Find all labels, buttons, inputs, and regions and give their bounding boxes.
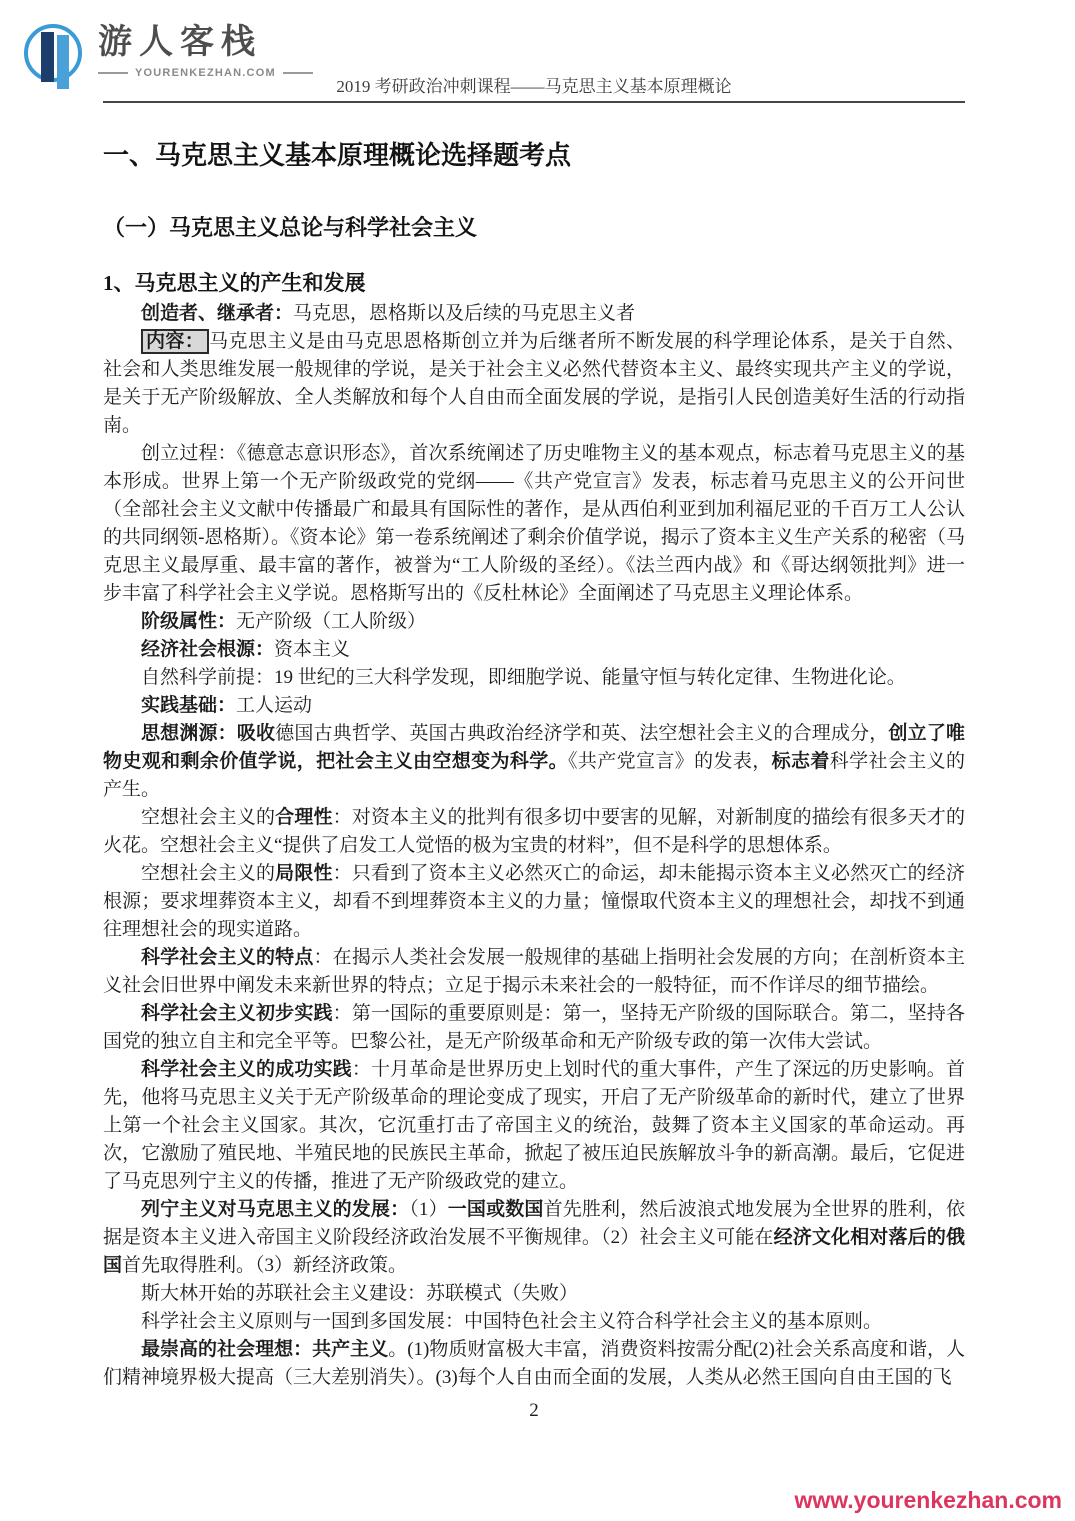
text-segment: 合理性 xyxy=(275,807,333,828)
text-segment: 实践基础： xyxy=(141,695,237,716)
text-segment: ：对资本主义的批判有很多切中要害的见解，对新制度的描绘有很多天才的火花。空想社会主义“提供了启发工人觉悟的极为宝贵的材料”，但不是科学的思想体系。 xyxy=(103,807,965,856)
paragraph xyxy=(103,300,965,328)
text-segment: 工人运动 xyxy=(236,695,313,716)
text-segment: 马克思，恩格斯以及后续的马克思主义者 xyxy=(293,303,636,324)
text-segment: 经济社会根源： xyxy=(141,639,275,660)
paragraph xyxy=(103,1280,965,1308)
logo-icon xyxy=(24,24,82,82)
paragraph xyxy=(103,1308,965,1336)
page-number: 2 xyxy=(529,1400,539,1421)
text-segment: 无产阶级（工人阶级） xyxy=(236,611,427,632)
text-segment: 最崇高的社会理想：共产主义 xyxy=(141,1339,389,1360)
text-segment: 空想社会主义的 xyxy=(141,807,276,828)
paragraph xyxy=(103,692,965,720)
subsection-title: （一）马克思主义总论与科学社会主义 xyxy=(103,215,478,240)
text-segment: 马克思主义是由马克思恩格斯创立并为后继者所不断发展的科学理论体系，是关于自然、社会和人类思维发展一般规律的学说，是关于社会主义必然代替资本主义、最终实现共产主义的学说，是关于无产阶级解放、全人类解放和每个人自由而全面发展的学说，是指引人民创造美好生活的行动指南。 xyxy=(103,331,965,436)
paragraph xyxy=(103,328,965,440)
footer-site-link[interactable]: www.yourenkezhan.com xyxy=(794,1487,1062,1513)
text-segment: 首先取得胜利。（3）新经济政策。 xyxy=(122,1255,408,1276)
text-segment: ：只看到了资本主义必然灭亡的命运，却未能揭示资本主义必然灭亡的经济根源；要求埋葬资本主义，却看不到埋葬资本主义的力量；憧憬取代资本主义的理想社会，却找不到通往理想社会的现实道路。 xyxy=(103,863,965,940)
text-segment: 科学社会主义的特点 xyxy=(141,947,314,968)
brand-name: 游人客栈 xyxy=(98,23,262,61)
text-segment: 创立了唯物史观和剩余价值学说，把社会主义由空想变为科学。 xyxy=(103,723,965,772)
text-segment: 德国古典哲学、英国古典政治经济学和英、法空想社会主义的合理成分， xyxy=(275,723,889,744)
text-segment: 自然科学前提：19 世纪的三大科学发现，即细胞学说、能量守恒与转化定律、生物进化论。 xyxy=(141,667,906,688)
text-segment: 科学社会主义初步实践 xyxy=(141,1003,333,1024)
text-segment: 科学社会主义原则与一国到多国发展：中国特色社会主义符合科学社会主义的基本原则。 xyxy=(141,1311,883,1332)
text-segment: 经济文化相对落后的俄国 xyxy=(103,1227,965,1276)
text-segment: 局限性 xyxy=(275,863,333,884)
section-title: 一、马克思主义基本原理概论选择题考点 xyxy=(103,141,572,170)
text-segment: 科学社会主义的成功实践 xyxy=(141,1059,352,1080)
paragraph xyxy=(103,860,965,944)
document-body xyxy=(103,300,965,1392)
header-divider xyxy=(103,101,965,103)
logo-text xyxy=(98,24,313,79)
brand-domain: YOURENKEZHAN.COM xyxy=(135,67,276,79)
paragraph xyxy=(103,608,965,636)
text-segment: 。(1)物质财富极大丰富，消费资料按需分配(2)社会关系高度和谐，人们精神境界极大提高（三大差别消失）。(3)每个人自由而全面的发展，人类从必然王国向自由王国的飞 xyxy=(103,1339,965,1388)
text-segment: 空想社会主义的 xyxy=(141,863,276,884)
logo-bar-light-icon xyxy=(57,35,69,89)
paragraph xyxy=(103,1000,965,1056)
paragraph xyxy=(103,636,965,664)
paragraph xyxy=(103,664,965,692)
text-segment: ：在揭示人类社会发展一般规律的基础上指明社会发展的方向；在剖析资本主义社会旧世界中阐发未来新世界的特点；立足于揭示未来社会的一般特征，而不作详尽的细节描绘。 xyxy=(103,947,965,996)
text-segment: 一国或数国 xyxy=(447,1199,544,1220)
topic-title: 1、马克思主义的产生和发展 xyxy=(103,271,366,295)
text-segment: 列宁主义对马克思主义的发展： xyxy=(141,1199,410,1220)
text-segment: 创造者、继承者： xyxy=(141,303,294,324)
paragraph xyxy=(103,1336,965,1392)
text-segment: 标志着 xyxy=(771,751,830,772)
paragraph xyxy=(103,804,965,860)
header-course-title: 2019 考研政治冲刺课程——马克思主义基本原理概论 xyxy=(336,77,732,96)
text-segment: 《共产党宣言》的发表， xyxy=(567,751,772,772)
document-content xyxy=(103,140,965,1422)
text-segment: ：第一国际的重要原则是：第一，坚持无产阶级的国际联合。第二，坚持各国党的独立自主和完全平等。巴黎公社，是无产阶级革命和无产阶级专政的第一次伟大尝试。 xyxy=(103,1003,965,1052)
text-segment: 斯大林开始的苏联社会主义建设：苏联模式（失败） xyxy=(141,1283,579,1304)
paragraph xyxy=(103,1196,965,1280)
paragraph xyxy=(103,720,965,804)
text-segment: 阶级属性： xyxy=(141,611,237,632)
text-segment: ：十月革命是世界历史上划时代的重大事件，产生了深远的历史影响。首先，他将马克思主义关于无产阶级革命的理论变成了现实，开启了无产阶级革命的新时代，建立了世界上第一个社会主义国家。其次，它沉重打击了帝国主义的统治，鼓舞了资本主义国家的革命运动。再次，它激励了殖民地、半殖民地的民族民主革命，掀起了被压迫民族解放斗争的新高潮。最后，它促进了马克思列宁主义的传播，推进了无产阶级政党的建立。 xyxy=(103,1059,965,1192)
paragraph xyxy=(103,1056,965,1196)
text-segment: 创立过程：《德意志意识形态》，首次系统阐述了历史唯物主义的基本观点，标志着马克思主义的基本形成。世界上第一个无产阶级政党的党纲——《共产党宣言》发表，标志着马克思主义的公开问世（全部社会主义文献中传播最广和最具有国际性的著作，是从西伯利亚到加利福尼亚的千百万工人公认的共同纲领-恩格斯）。《资本论》第一卷系统阐述了剩余价值学说，揭示了资本主义生产关系的秘密（马克思主义最厚重、最丰富的著作，被誉为“工人阶级的圣经）。《法兰西内战》和《哥达纲领批判》进一步丰富了科学社会主义学说。恩格斯写出的《反杜林论》全面阐述了马克思主义理论体系。 xyxy=(103,443,965,604)
text-segment: 科学社会主义的产生。 xyxy=(103,751,965,800)
paragraph xyxy=(103,944,965,1000)
highlight-box-label: 内容： xyxy=(141,329,209,354)
text-segment: 资本主义 xyxy=(274,639,351,660)
text-segment: 思想渊源：吸收 xyxy=(141,723,276,744)
text-segment: 首先胜利，然后波浪式地发展为全世界的胜利，依据是资本主义进入帝国主义阶段经济政治发展不平衡规律。（2）社会主义可能在 xyxy=(103,1199,965,1248)
text-segment: （1） xyxy=(409,1199,448,1220)
paragraph xyxy=(103,440,965,608)
logo-bar-dark-icon xyxy=(41,32,54,82)
